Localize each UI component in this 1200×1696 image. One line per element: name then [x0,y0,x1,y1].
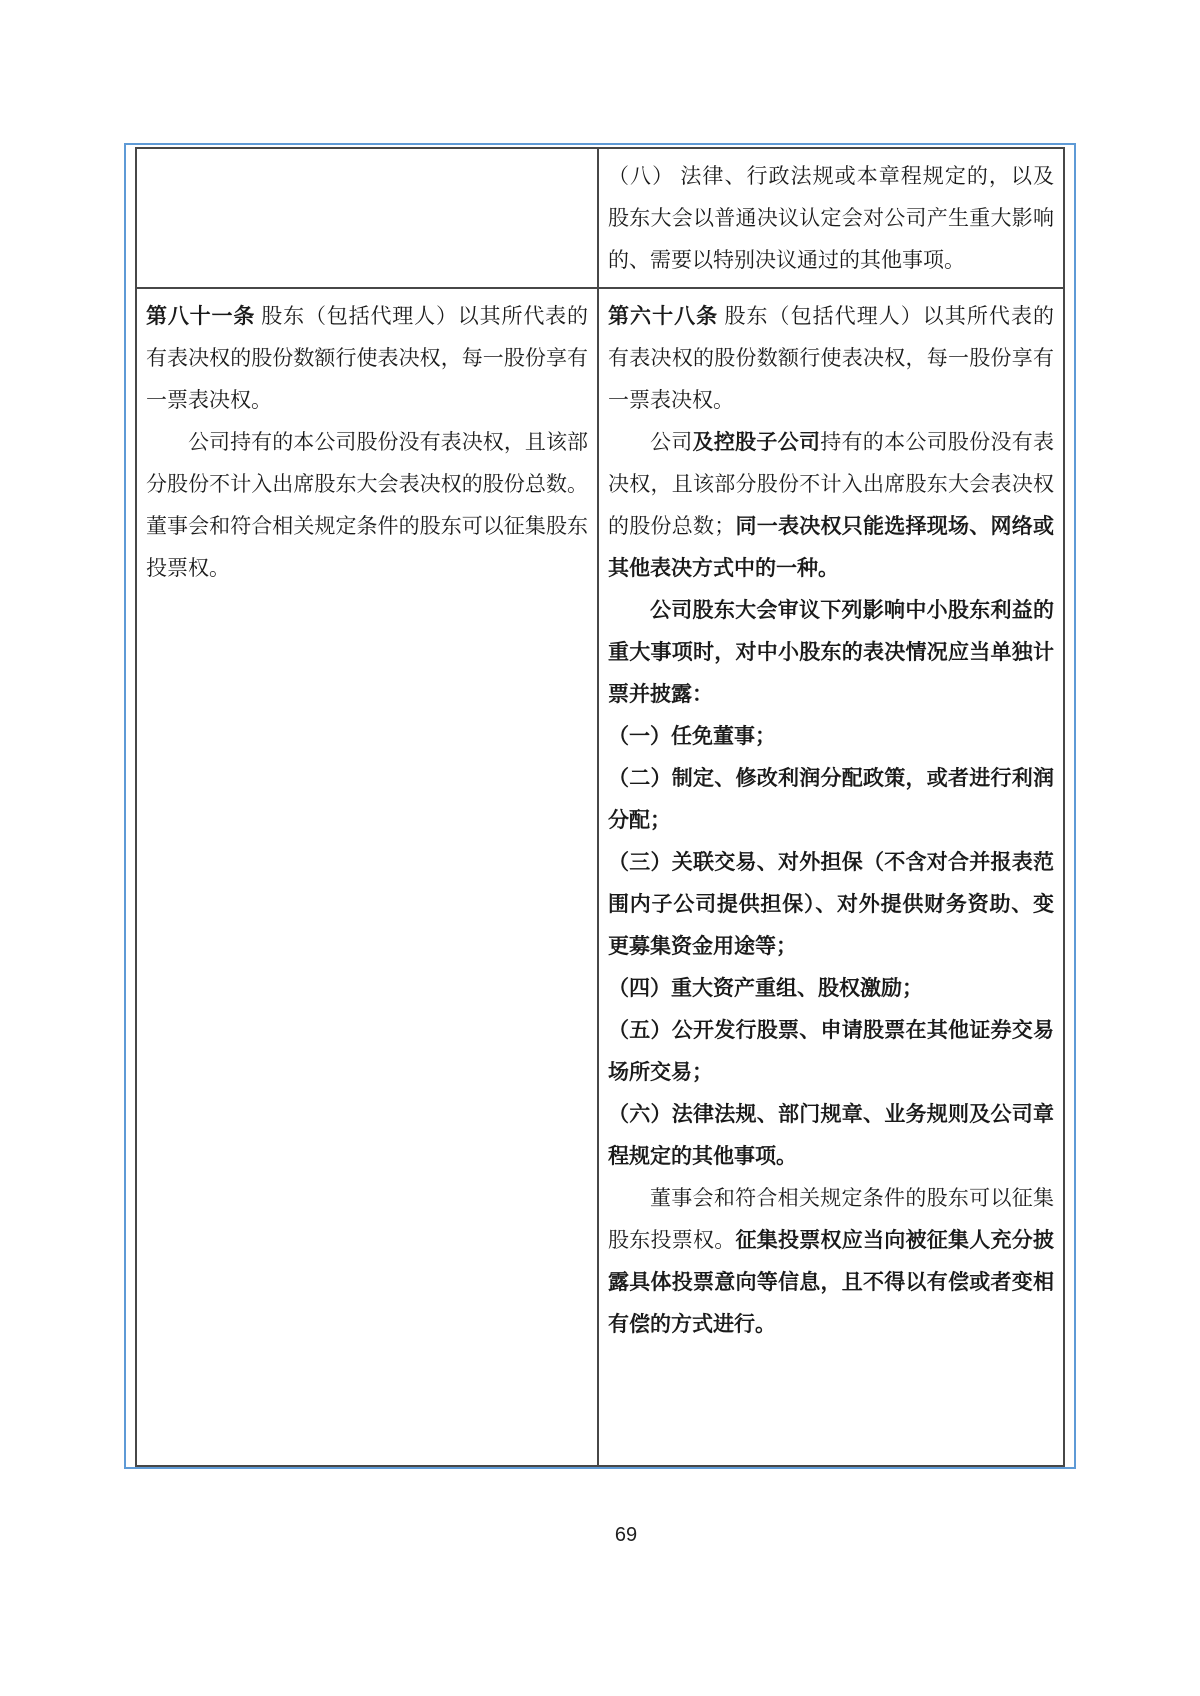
table-row [136,288,1064,1466]
paragraph [146,295,588,421]
paragraph [608,295,1054,421]
table-cell-right [598,148,1064,288]
bold-text-run: 及控股子公司 [692,430,821,454]
table-cell-right [598,288,1064,1466]
table-outer-frame [124,143,1076,1469]
paragraph [608,715,1054,757]
bold-text-run: （三）关联交易、对外担保（不含对合并报表范围内子公司提供担保）、对外提供财务资助、变更募集资金用途等； [608,850,1054,958]
paragraph [608,1009,1054,1093]
text-run: 公司持有的本公司股份没有表决权，且该部分股份不计入出席股东大会表决权的股份总数。董事会和符合相关规定条件的股东可以征集股东投票权。 [146,430,588,580]
paragraph [146,421,588,589]
paragraph [608,841,1054,967]
bold-text-run: 公司股东大会审议下列影响中小股东利益的重大事项时，对中小股东的表决情况应当单独计票并披露： [608,598,1054,706]
page-number: 69 [614,1524,638,1546]
bold-text-run: 征集投票权应当向被征集人充分披露具体投票意向等信息，且不得以有偿或者变相有偿的方式进行。 [608,1228,1054,1336]
bold-text-run: （五）公开发行股票、申请股票在其他证券交易场所交易； [608,1018,1054,1084]
paragraph [608,967,1054,1009]
bold-text-run: 第六十八条 [608,304,719,328]
table-cell-left [136,288,598,1466]
bold-text-run: 同一表决权只能选择现场、网络或其他表决方式中的一种。 [608,514,1054,580]
comparison-table-body [136,148,1064,1466]
paragraph [608,589,1054,715]
paragraph [608,421,1054,589]
paragraph [608,1093,1054,1177]
bold-text-run: （一）任免董事； [608,724,776,748]
bold-text-run: （四）重大资产重组、股权激励； [608,976,923,1000]
comparison-table [135,147,1065,1467]
paragraph [608,155,1054,281]
text-run: 董事会和符合相关规定条件的股东可以征集股东投票权。 [608,1186,1054,1252]
text-run: 公司 [650,430,693,454]
bold-text-run: （二）制定、修改利润分配政策，或者进行利润分配； [608,766,1054,832]
text-run: （八） 法律、行政法规或本章程规定的，以及股东大会以普通决议认定会对公司产生重大影响的、需要以特别决议通过的其他事项。 [608,164,1054,272]
text-run: 持有的本公司股份没有表决权，且该部分股份不计入出席股东大会表决权的股份总数； [608,430,1055,538]
bold-text-run: （六）法律法规、部门规章、业务规则及公司章程规定的其他事项。 [608,1102,1054,1168]
table-cell-left [136,148,598,288]
paragraph [608,1177,1054,1345]
bold-text-run: 第八十一条 [146,304,256,328]
paragraph [608,757,1054,841]
text-run: 股东（包括代理人）以其所代表的有表决权的股份数额行使表决权，每一股份享有一票表决权。 [146,304,588,412]
text-run: 股东（包括代理人）以其所代表的有表决权的股份数额行使表决权，每一股份享有一票表决权。 [608,304,1054,412]
table-row [136,148,1064,288]
